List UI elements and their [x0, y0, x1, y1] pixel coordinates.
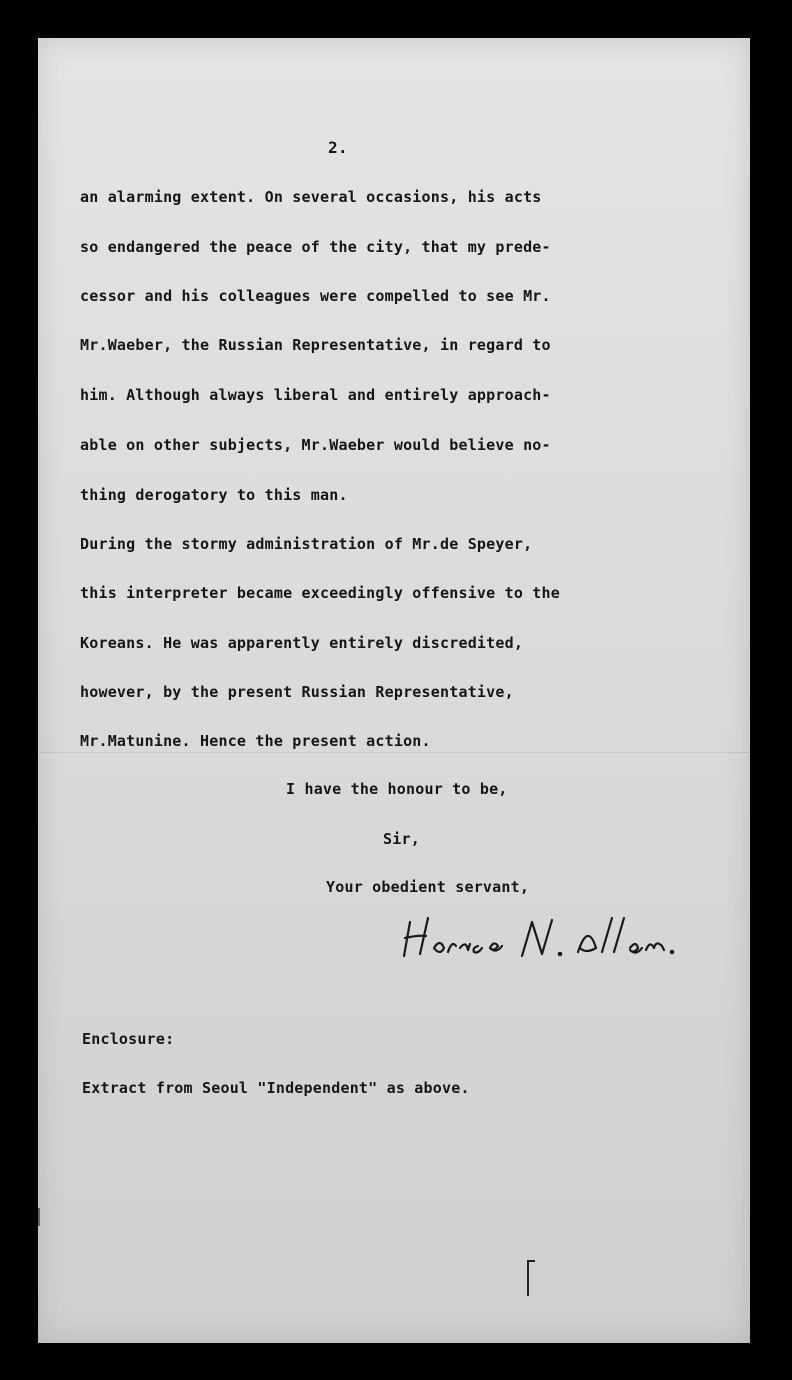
page-number: 2. — [328, 138, 348, 157]
body-line-10: Koreans. He was apparently entirely discredited, — [80, 634, 524, 652]
closing-line-2: Sir, — [383, 830, 420, 848]
body-line-5: him. Although always liberal and entirely approach- — [80, 386, 551, 404]
body-line-6: able on other subjects, Mr.Waeber would believe no- — [80, 436, 551, 454]
body-line-7: thing derogatory to this man. — [80, 486, 348, 504]
enclosure-heading: Enclosure: — [82, 1030, 175, 1048]
body-line-9: this interpreter became exceedingly offensive to the — [80, 584, 560, 602]
fold-crease — [38, 752, 750, 753]
closing-line-1: I have the honour to be, — [286, 780, 508, 798]
stray-mark-top — [527, 1260, 535, 1262]
body-line-11: however, by the present Russian Representative, — [80, 683, 514, 701]
body-line-8: During the stormy administration of Mr.de Speyer, — [80, 535, 533, 553]
body-line-1: an alarming extent. On several occasions, his acts — [80, 188, 542, 206]
handwritten-signature — [402, 908, 702, 968]
document-page — [38, 38, 750, 1343]
enclosure-text: Extract from Seoul "Independent" as above. — [82, 1079, 470, 1097]
body-line-3: cessor and his colleagues were compelled to see Mr. — [80, 287, 551, 305]
body-line-12: Mr.Matunine. Hence the present action. — [80, 732, 431, 750]
closing-line-3: Your obedient servant, — [326, 878, 530, 896]
edge-mark — [38, 1208, 40, 1226]
stray-mark — [527, 1260, 529, 1296]
body-line-4: Mr.Waeber, the Russian Representative, in regard to — [80, 336, 551, 354]
body-line-2: so endangered the peace of the city, that my prede- — [80, 238, 551, 256]
